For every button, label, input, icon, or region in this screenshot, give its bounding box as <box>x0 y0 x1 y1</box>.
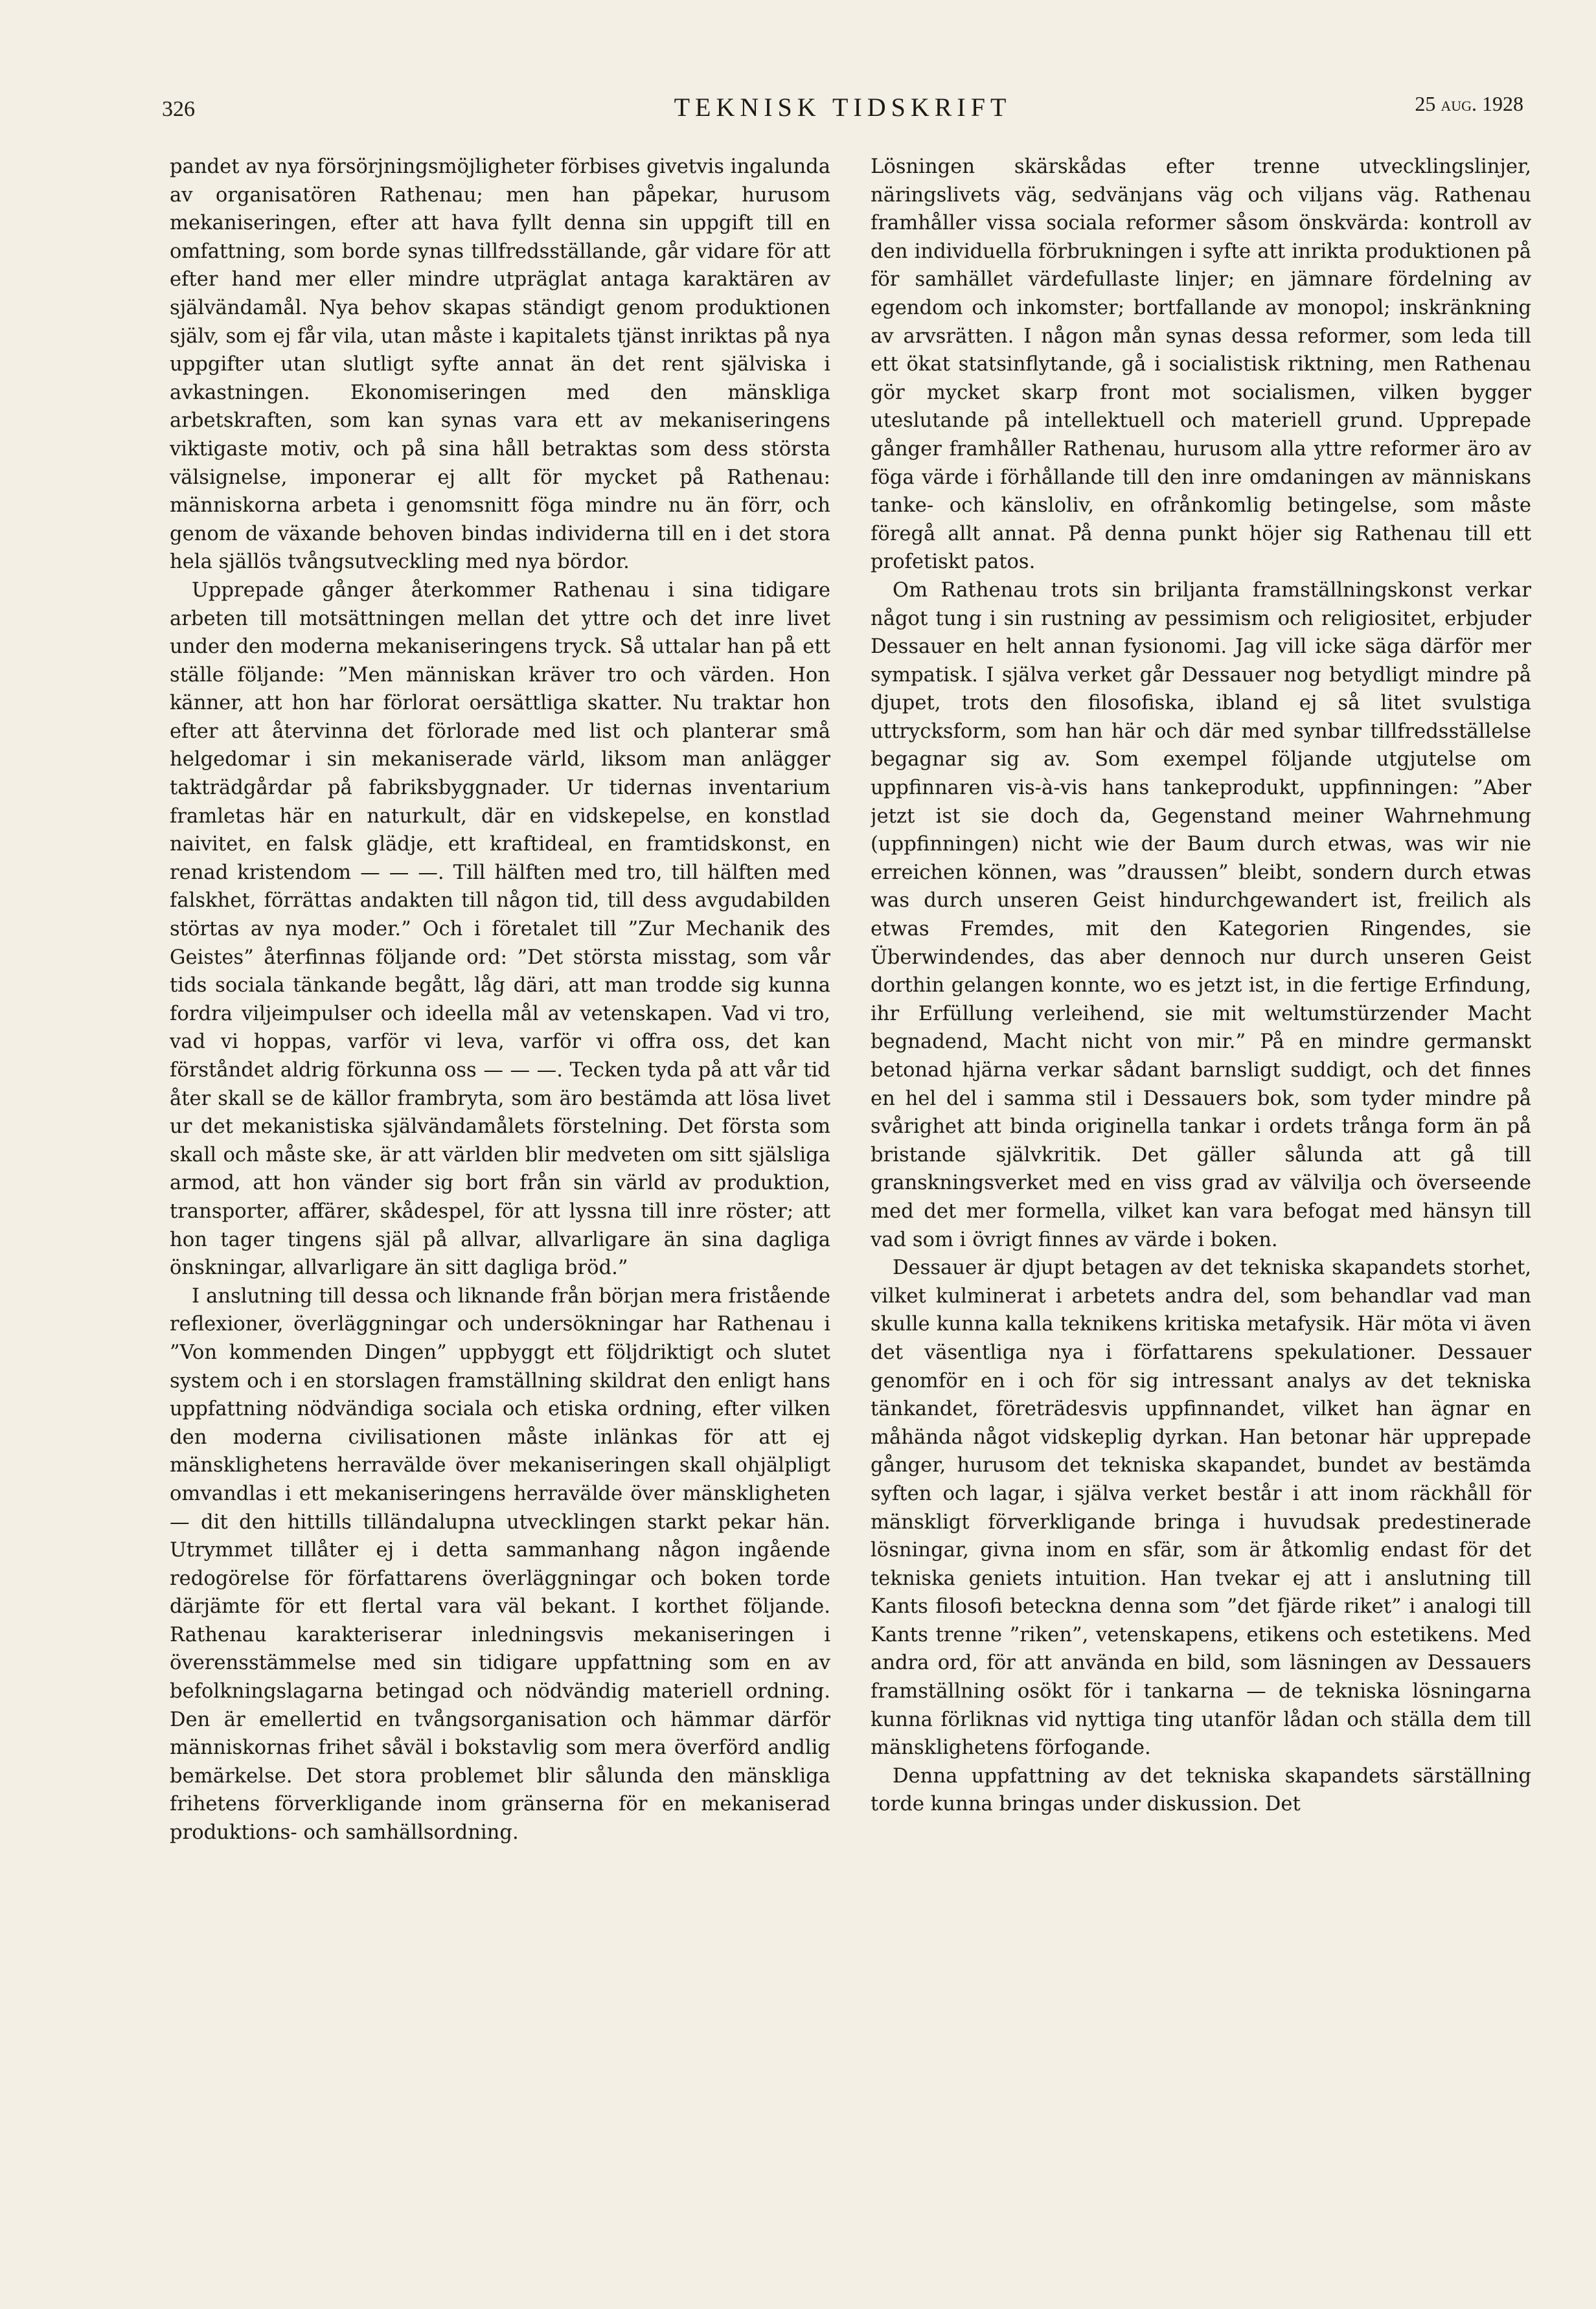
issue-date <box>1415 92 1523 116</box>
journal-title: TEKNISK TIDSKRIFT <box>674 93 1012 122</box>
paragraph: I anslutning till dessa och liknande från början mera fristående reflexioner, överläggningar och undersökningar har Rathenau i ”Von kommenden Dingen” uppbyggt ett följdriktigt och slutet system och i en storslagen framställning skildrat den enligt hans uppfattning nödvändiga sociala och etiska ordning, efter vilken den moderna civilisationen måste inlänkas för att ej mänsklighetens herravälde över mekaniseringen skall ohjälpligt omvandlas i ett mekaniseringens herravälde över mänskligheten — dit den hittills tilländalupna utvecklingen starkt pekar hän. Utrymmet tillåter ej i detta sammanhang någon ingående redogörelse för författarens överläggningar och boken torde därjämte för ett flertal vara väl bekant. I korthet följande. Rathenau karakteriserar inledningsvis mekaniseringen i överensstämmelse med sin tidigare uppfattning som en av befolkningslagarna betingad och nödvändig materiell ordning. Den är emellertid en tvångsorganisation och hämmar därför människornas frihet såväl i bokstavlig som mera överförd andlig bemärkelse. Det stora problemet blir sålunda den mänskliga frihetens förverkligande inom gränserna för en mekaniserad produktions- och samhällsordning. <box>170 1284 830 1845</box>
article-body <box>170 153 1531 2193</box>
issue-date-month: aug. <box>1441 92 1477 115</box>
page-header <box>162 83 1523 135</box>
paragraph: Lösningen skärskådas efter trenne utvecklingslinjer, näringslivets väg, sedvänjans väg och viljans väg. Rathenau framhåller vissa sociala reformer såsom önskvärda: kontroll av den individuella förbrukningen i syfte att inrikta produktionen på för samhället värdefullaste linjer; en jämnare fördelning av egendom och inkomster; bortfallande av monopol; inskränkning av arvsrätten. I någon mån synas dessa reformer, som leda till ett ökat statsinflytande, gå i socialistisk riktning, men Rathenau gör mycket skarp front mot socialismen, vilken bygger uteslutande på intellektuell och materiell grund. Upprepade gånger framhåller Rathenau, hurusom alla yttre reformer äro av föga värde i förhållande till den inre omdaningen av människans tanke- och känsloliv, en ofrånkomlig betingelse, som måste föregå allt annat. På denna punkt höjer sig Rathenau till ett profetiskt patos. <box>871 155 1531 574</box>
paragraph: pandet av nya försörjningsmöjligheter förbises givetvis ingalunda av organisatören Rathenau; men han påpekar, hurusom mekaniseringen, efter att hava fyllt denna sin uppgift till en omfattning, som borde synas tillfredsställande, går vidare för att efter hand mer eller mindre utpräglat antaga karaktären av självändamål. Nya behov skapas ständigt genom produktionen själv, som ej får vila, utan måste i kapitalets tjänst inriktas på nya uppgifter utan slutligt syfte annat än det rent själviska i avkastningen. Ekonomiseringen med den mänskliga arbetskraften, som kan synas vara ett av mekaniseringens viktigaste motiv, och på sina håll betraktas som dess största välsignelse, imponerar ej allt för mycket på Rathenau: människorna arbeta i genomsnitt föga mindre nu än förr, och genom de växande behoven bindas individerna till en i det stora hela själlös tvångsutveckling med nya bördor. <box>170 155 830 574</box>
paragraph: Dessauer är djupt betagen av det tekniska skapandets storhet, vilket kulminerat i arbetets andra del, som behandlar vad man skulle kunna kalla teknikens kritiska metafysik. Här möta vi även det väsentliga nya i författarens spekulationer. Dessauer genomför en i och för sig intressant analys av det tekniska tänkandet, företrädesvis uppfinnandet, vilket han ägnar en måhända något vidskeplig dyrkan. Han betonar här upprepade gånger, hurusom det tekniska skapandet, bundet av bestämda syften och lagar, i själva verket består i att inom räckhåll för mänskligt förverkligande bringa i huvudsak predestinerade lösningar, givna inom en sfär, som är åtkomlig endast för det tekniska geniets intuition. Han tvekar ej att i anslutning till Kants filosofi beteckna denna som ”det fjärde riket” i analogi till Kants trenne ”riken”, vetenskapens, etikens och estetikens. Med andra ord, för att använda en bild, som läsningen av Dessauers framställning osökt för i tankarna — de tekniska lösningarna kunna förliknas vid nyttiga ting utanför lådan och ställa dem till mänsklighetens förfogande. <box>871 1257 1531 1760</box>
page-number: 326 <box>162 97 195 121</box>
paragraph: Om Rathenau trots sin briljanta framställningskonst verkar något tung i sin rustning av pessimism och religiositet, erbjuder Dessauer en helt annan fysionomi. Jag vill icke säga därför mer sympatisk. I själva verket går Dessauer nog betydligt mindre på djupet, trots den filosofiska, ibland ej så litet svulstiga uttrycksform, som han här och där med synbar tillfredsställelse begagnar sig av. Som exempel följande utgjutelse om uppfinnaren vis-à-vis hans tankeprodukt, uppfinningen: ”Aber jetzt ist sie doch da, Gegenstand meiner Wahrnehmung (uppfinningen) nicht wie der Baum durch etwas, was wir nie erreichen können, was ”draussen” bleibt, sondern durch etwas was durch unseren Geist hindurchgewandert ist, freilich als etwas Fremdes, mit den Kategorien Ringendes, sie Überwindendes, das aber dennoch nur durch unseren Geist dorthin gelangen konnte, wo es jetzt ist, in die fertige Erfindung, ihr Erfüllung verleihend, sie mit weltumstürzender Macht begnadend, Macht nicht von mir.” På en mindre germanskt betonad hjärna verkar sådant barnsligt suddigt, och det finnes en hel del i samma stil i Dessauers bok, som tyder mindre på svårighet att binda originella tankar i ordets trånga form än på bristande självkritik. Det gäller sålunda att gå till granskningsverket med en viss grad av välvilja och överseende med det mer formella, vilket kan vara befogat med hänsyn till vad som i övrigt finnes av värde i boken. <box>871 578 1531 1251</box>
left-column <box>170 153 830 2193</box>
issue-date-day: 25 <box>1415 92 1441 115</box>
paragraph: Upprepade gånger återkommer Rathenau i sina tidigare arbeten till motsättningen mellan det yttre och det inre livet under den moderna mekaniseringens tryck. Så uttalar han på ett ställe följande: ”Men människan kräver tro och värden. Hon känner, att hon har förlorat oersättliga skatter. Nu traktar hon efter att återvinna det förlorade med list och planterar små helgedomar i sin mekaniserade värld, liksom man anlägger takträdgårdar på fabriksbyggnader. Ur tidernas inventarium framletas här en naturkult, där en vidskepelse, en konstlad naivitet, en falsk glädje, ett kraftideal, en framtidskonst, en renad kristendom — — —. Till hälften med tro, till hälften med falskhet, förrättas andakten till någon tid, till dess avgudabilden störtas av nya moder.” Och i företalet till ”Zur Mechanik des Geistes” återfinnas följande ord: ”Det största misstag, som vår tids sociala tänkande begått, låg däri, att man trodde sig kunna fordra viljeimpulser och ideella mål av vetenskapen. Vad vi tro, vad vi hoppas, varför vi leva, varför vi offra oss, det kan förståndet aldrig förkunna oss — — —. Tecken tyda på att vår tid åter skall se de källor frambryta, som äro bestämda att lösa livet ur det mekanistiska självändamålets förstelning. Det första som skall och måste ske, är att världen blir medveten om sitt själsliga armod, att hon vänder sig bort från sin värld av produktion, transporter, affärer, skådespel, för att lyssna till inre röster; att hon tager tingens själ på allvar, allvarligare än sina dagliga önskningar, allvarligare än sitt dagliga bröd.” <box>170 578 830 1280</box>
right-column <box>871 153 1531 2193</box>
paragraph: Denna uppfattning av det tekniska skapandets särställning torde kunna bringas under diskussion. Det <box>871 1764 1531 1816</box>
issue-date-year: 1928 <box>1477 92 1523 115</box>
